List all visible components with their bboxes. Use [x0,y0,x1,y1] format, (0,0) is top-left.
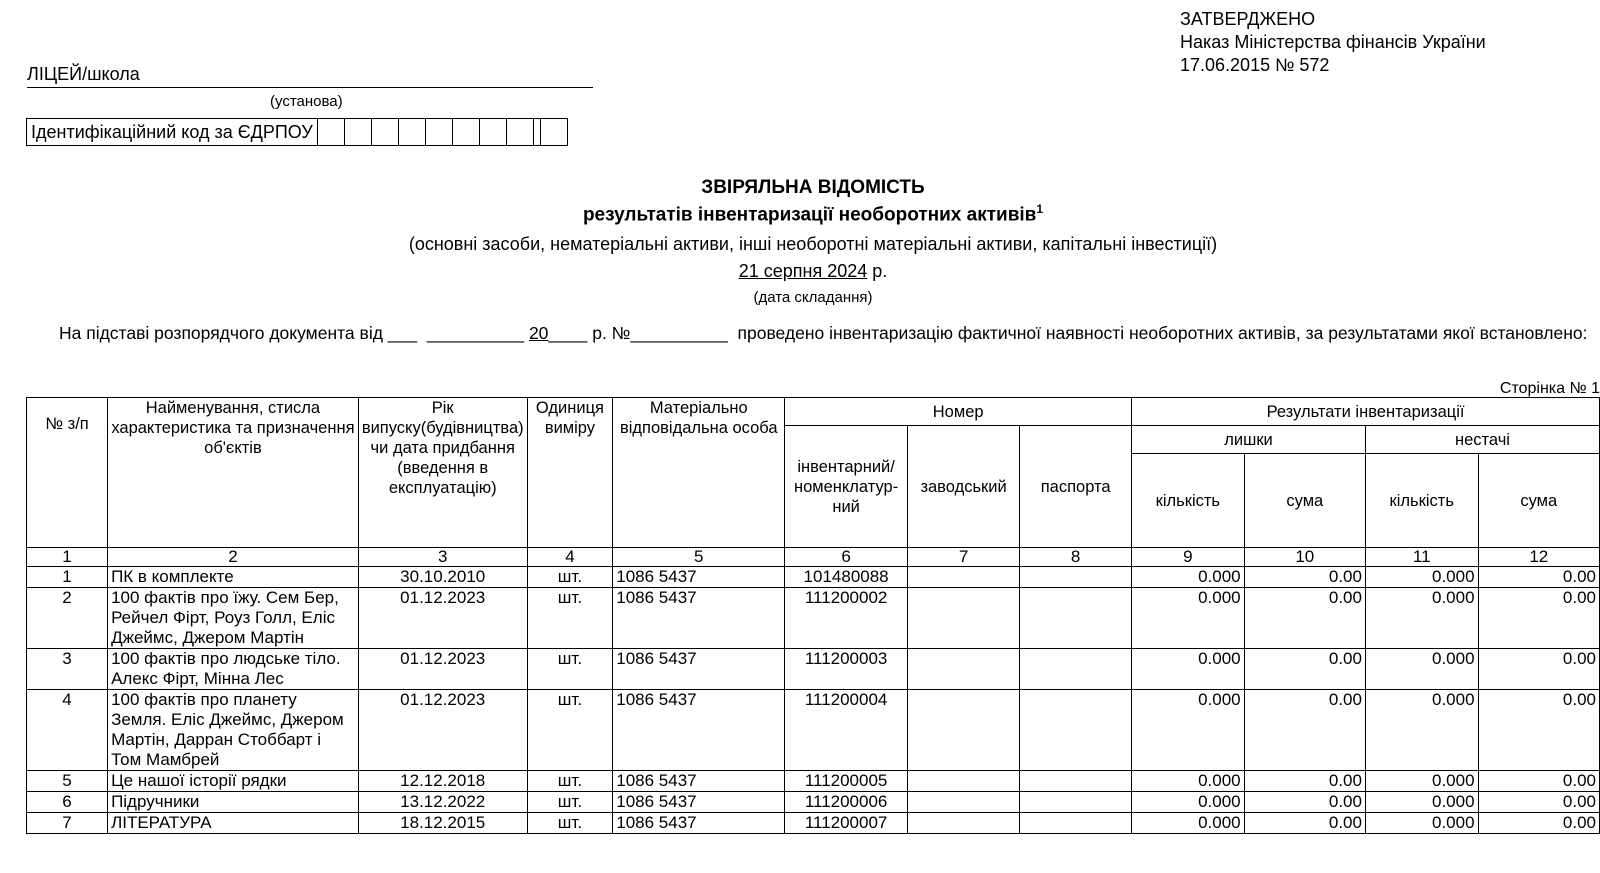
cell-unit: шт. [527,649,613,690]
header-year: Рік випуску(будівництва) чи дата придбання (введення в експлуатацію) [358,398,527,548]
header-shortage-qty: кількість [1365,454,1478,548]
cell-responsible-person: 1086 5437 [613,771,785,792]
cell-unit: шт. [527,813,613,834]
column-numbers-row [27,548,1600,567]
cell-responsible-person: 1086 5437 [613,588,785,649]
cell-responsible-person: 1086 5437 [613,567,785,588]
header-surplus-qty: кількість [1132,454,1245,548]
cell-shortage-sum: 0.00 [1478,771,1599,792]
cell-row-number: 5 [27,771,108,792]
cell-surplus-sum: 0.00 [1244,771,1365,792]
cell-passport-number [1020,771,1132,792]
edrpou-label: Ідентифікаційний код за ЄДРПОУ [27,119,318,145]
cell-surplus-sum: 0.00 [1244,690,1365,771]
header-results-group: Результати інвентаризації [1132,398,1600,426]
cell-surplus-qty: 0.000 [1132,567,1245,588]
header-responsible-person: Матеріально відповідальна особа [613,398,785,548]
cell-shortage-qty: 0.000 [1365,588,1478,649]
header-row-number: № з/п [27,398,108,548]
cell-factory-number [907,649,1019,690]
column-number: 9 [1132,548,1245,567]
cell-responsible-person: 1086 5437 [613,690,785,771]
compilation-date: 21 серпня 2024 [738,261,868,281]
column-number: 10 [1244,548,1365,567]
header-number-group: Номер [785,398,1132,426]
cell-unit: шт. [527,771,613,792]
footnote-mark: 1 [1036,202,1044,216]
edrpou-digit-cell [399,119,426,145]
header-shortage-group: нестачі [1365,426,1599,454]
cell-row-number: 6 [27,792,108,813]
cell-acquisition-date: 30.10.2010 [358,567,527,588]
cell-unit: шт. [527,567,613,588]
edrpou-digit-cell [453,119,480,145]
column-number: 6 [785,548,908,567]
edrpou-digit-cell [507,119,534,145]
cell-responsible-person: 1086 5437 [613,649,785,690]
cell-responsible-person: 1086 5437 [613,792,785,813]
cell-factory-number [907,813,1019,834]
table-row [27,649,1600,690]
cell-inventory-number: 111200005 [785,771,908,792]
column-number: 4 [527,548,613,567]
cell-surplus-qty: 0.000 [1132,813,1245,834]
cell-row-number: 4 [27,690,108,771]
cell-object-name: ЛІТЕРАТУРА [108,813,359,834]
table-row [27,588,1600,649]
cell-responsible-person: 1086 5437 [613,813,785,834]
cell-object-name: Підручники [108,792,359,813]
header-object-name: Найменування, стисла характеристика та призначення об'єктів [108,398,359,548]
table-row [27,792,1600,813]
date-label: (дата складання) [753,289,873,306]
cell-object-name: Це нашої історії рядки [108,771,359,792]
column-number: 12 [1478,548,1599,567]
cell-shortage-sum: 0.00 [1478,792,1599,813]
cell-acquisition-date: 18.12.2015 [358,813,527,834]
cell-object-name: 100 фактів про планету Земля. Еліс Джеймс, Джером Мартін, Дарран Стоббарт і Том Мамбрей [108,690,359,771]
cell-acquisition-date: 13.12.2022 [358,792,527,813]
cell-inventory-number: 111200003 [785,649,908,690]
approval-order-date: 17.06.2015 № 572 [1180,55,1330,75]
cell-factory-number [907,588,1019,649]
institution-label: (установа) [270,93,343,110]
cell-shortage-sum: 0.00 [1478,588,1599,649]
edrpou-code-box [26,118,568,146]
approval-block [1180,8,1486,77]
cell-shortage-sum: 0.00 [1478,567,1599,588]
column-number: 2 [108,548,359,567]
table-row [27,771,1600,792]
column-number: 3 [358,548,527,567]
edrpou-digit-cell [372,119,399,145]
cell-unit: шт. [527,690,613,771]
document-subtitle: результатів інвентаризації необоротних активів$^1$ [582,202,1044,226]
page-number: Сторінка № 1 [1499,380,1600,397]
cell-surplus-qty: 0.000 [1132,588,1245,649]
institution-name: ЛІЦЕЙ/школа [27,64,593,88]
cell-object-name: ПК в комплекте [108,567,359,588]
cell-surplus-sum: 0.00 [1244,813,1365,834]
cell-shortage-sum: 0.00 [1478,813,1599,834]
cell-inventory-number: 111200007 [785,813,908,834]
edrpou-separator [534,119,541,145]
document-scope: (основні засоби, нематеріальні активи, інші необоротні матеріальні активи, капітальні інвестиції) [408,234,1218,254]
edrpou-digit-cell [318,119,345,145]
header-surplus-sum: сума [1244,454,1365,548]
cell-factory-number [907,690,1019,771]
table-row [27,690,1600,771]
cell-row-number: 3 [27,649,108,690]
cell-acquisition-date: 01.12.2023 [358,588,527,649]
cell-shortage-sum: 0.00 [1478,649,1599,690]
cell-surplus-qty: 0.000 [1132,771,1245,792]
column-number: 5 [613,548,785,567]
column-number: 1 [27,548,108,567]
approval-title: ЗАТВЕРДЖЕНО [1180,9,1316,29]
cell-shortage-qty: 0.000 [1365,771,1478,792]
cell-acquisition-date: 01.12.2023 [358,649,527,690]
document-title: ЗВІРЯЛЬНА ВІДОМІСТЬ [701,177,925,198]
cell-shortage-qty: 0.000 [1365,792,1478,813]
cell-passport-number [1020,588,1132,649]
header-passport-number: паспорта [1020,426,1132,548]
cell-passport-number [1020,813,1132,834]
column-number: 11 [1365,548,1478,567]
cell-acquisition-date: 01.12.2023 [358,690,527,771]
cell-inventory-number: 111200006 [785,792,908,813]
cell-inventory-number: 111200004 [785,690,908,771]
cell-shortage-qty: 0.000 [1365,649,1478,690]
edrpou-digit-cell [345,119,372,145]
header-inventory-number: інвентарний/ номенклатур-ний [785,426,908,548]
cell-inventory-number: 101480088 [785,567,908,588]
cell-shortage-qty: 0.000 [1365,567,1478,588]
cell-factory-number [907,771,1019,792]
cell-surplus-sum: 0.00 [1244,567,1365,588]
cell-object-name: 100 фактів про людське тіло. Алекс Фірт, Мінна Лес [108,649,359,690]
cell-unit: шт. [527,588,613,649]
basis-paragraph: На підставі розпорядчого документа від ___ __________ 20____ р. №__________ проведено інвентаризацію фактичної наявності необоротних активів, за результатами якої встановлено: [59,323,1588,343]
cell-shortage-sum: 0.00 [1478,690,1599,771]
cell-surplus-qty: 0.000 [1132,649,1245,690]
cell-surplus-sum: 0.00 [1244,588,1365,649]
header-unit: Одиниця виміру [527,398,613,548]
cell-shortage-qty: 0.000 [1365,813,1478,834]
cell-passport-number [1020,649,1132,690]
approval-order: Наказ Міністерства фінансів України [1180,32,1486,52]
cell-surplus-qty: 0.000 [1132,792,1245,813]
column-number: 7 [907,548,1019,567]
header-factory-number: заводський [907,426,1019,548]
cell-object-name: 100 фактів про їжу. Сем Бер, Рейчел Фірт, Роуз Голл, Еліс Джеймс, Джером Мартін [108,588,359,649]
cell-passport-number [1020,792,1132,813]
cell-passport-number [1020,690,1132,771]
cell-acquisition-date: 12.12.2018 [358,771,527,792]
cell-surplus-sum: 0.00 [1244,649,1365,690]
cell-surplus-qty: 0.000 [1132,690,1245,771]
cell-passport-number [1020,567,1132,588]
table-row [27,813,1600,834]
inventory-table [26,397,1600,834]
table-row [27,567,1600,588]
column-number: 8 [1020,548,1132,567]
header-shortage-sum: сума [1478,454,1599,548]
cell-inventory-number: 111200002 [785,588,908,649]
cell-surplus-sum: 0.00 [1244,792,1365,813]
edrpou-digit-cell [426,119,453,145]
cell-factory-number [907,567,1019,588]
cell-row-number: 1 [27,567,108,588]
document-date: 21 серпня 2024 р. [738,261,888,281]
cell-row-number: 7 [27,813,108,834]
edrpou-digit-cell [541,119,567,145]
cell-factory-number [907,792,1019,813]
edrpou-digit-cell [480,119,507,145]
header-surplus-group: лишки [1132,426,1366,454]
cell-unit: шт. [527,792,613,813]
cell-shortage-qty: 0.000 [1365,690,1478,771]
cell-row-number: 2 [27,588,108,649]
